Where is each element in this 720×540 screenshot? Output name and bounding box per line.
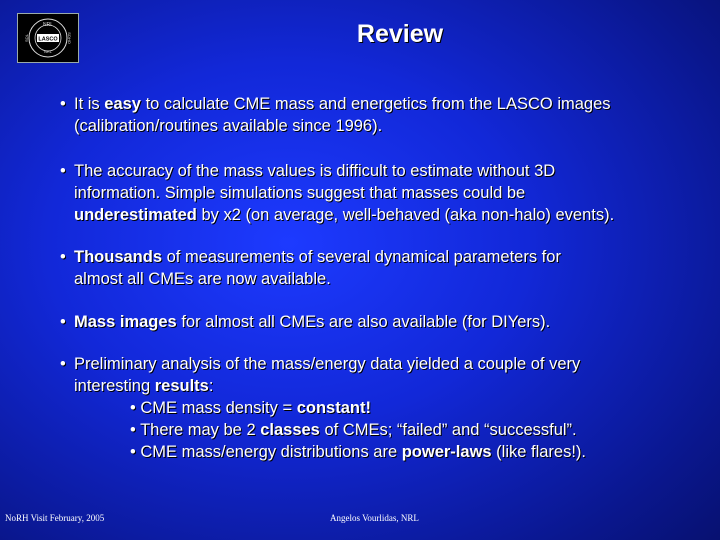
sub-bullet-2-bold: classes	[260, 421, 320, 439]
footer-right: Angelos Vourlidas, NRL	[330, 513, 419, 523]
logo-bottom-text: NRL	[43, 49, 53, 54]
bullet-1-dot: •	[60, 95, 66, 113]
bullet-3-dot: •	[60, 248, 66, 266]
bullet-5	[60, 353, 700, 463]
bullet-5-line-2	[60, 375, 700, 397]
bullet-3-line-2: almost all CMEs are now available.	[74, 270, 331, 288]
bullet-2-bold: underestimated	[74, 206, 197, 224]
sub-bullet-3-text-b: (like flares!).	[491, 443, 587, 461]
sub-bullet-2-text-b: of CMEs; “failed” and “successful”.	[319, 421, 577, 439]
bullet-1-line-2: (calibration/routines available since 1996).	[74, 117, 383, 135]
bullet-1-text-a: It is	[74, 95, 105, 113]
bullet-2-line-1: The accuracy of the mass values is difficult to estimate without 3D	[74, 162, 556, 180]
bullet-5-line-1: Preliminary analysis of the mass/energy data yielded a couple of very	[74, 355, 581, 373]
bullet-5-bold: results	[154, 377, 209, 395]
logo-center-text: LASCO	[38, 36, 58, 43]
bullet-2-dot: •	[60, 162, 66, 180]
sub-bullet-2-text-a: • There may be 2	[130, 421, 261, 439]
sub-bullet-1-text: • CME mass density =	[130, 399, 297, 417]
bullet-1-text-b: to calculate CME mass and energetics from the LASCO images	[140, 95, 611, 113]
bullet-5-text-b: interesting	[74, 377, 155, 395]
bullet-1-bold: easy	[104, 95, 141, 113]
sub-bullet-3-bold: power-laws	[401, 443, 492, 461]
slide-title: Review	[356, 20, 444, 48]
bullet-4	[60, 311, 700, 333]
logo-top-text: NRL	[42, 22, 54, 28]
bullet-4-dot: •	[60, 313, 66, 331]
bullet-2-text-c: by x2 (on average, well-behaved (aka non-halo) events).	[196, 206, 615, 224]
bullet-5-text-c: :	[208, 377, 214, 395]
bullet-2-line-3	[60, 204, 700, 226]
sub-bullet-2	[60, 419, 700, 441]
sub-bullet-3-text-a: • CME mass/energy distributions are	[130, 443, 402, 461]
bullet-2-line-2: information. Simple simulations suggest that masses could be	[74, 184, 526, 202]
bullet-1	[60, 93, 700, 137]
bullet-4-bold: Mass images	[74, 313, 177, 331]
bullet-4-text-a: for almost all CMEs are also available (for DIYers).	[176, 313, 551, 331]
sub-bullet-1-bold: constant!	[296, 399, 371, 417]
logo-right-text: SOHO	[67, 32, 72, 44]
footer-left: NoRH Visit February, 2005	[5, 513, 105, 523]
sub-bullet-3	[60, 441, 700, 463]
bullet-3-text-a: of measurements of several dynamical parameters for	[162, 248, 561, 266]
bullet-3-bold: Thousands	[74, 248, 163, 266]
logo-left-text: SOL	[24, 33, 29, 43]
bullet-2	[60, 160, 700, 226]
nrl-lasco-logo	[17, 13, 79, 63]
sub-bullet-1	[60, 397, 700, 419]
bullet-5-dot: •	[60, 355, 66, 373]
bullet-3	[60, 246, 700, 290]
